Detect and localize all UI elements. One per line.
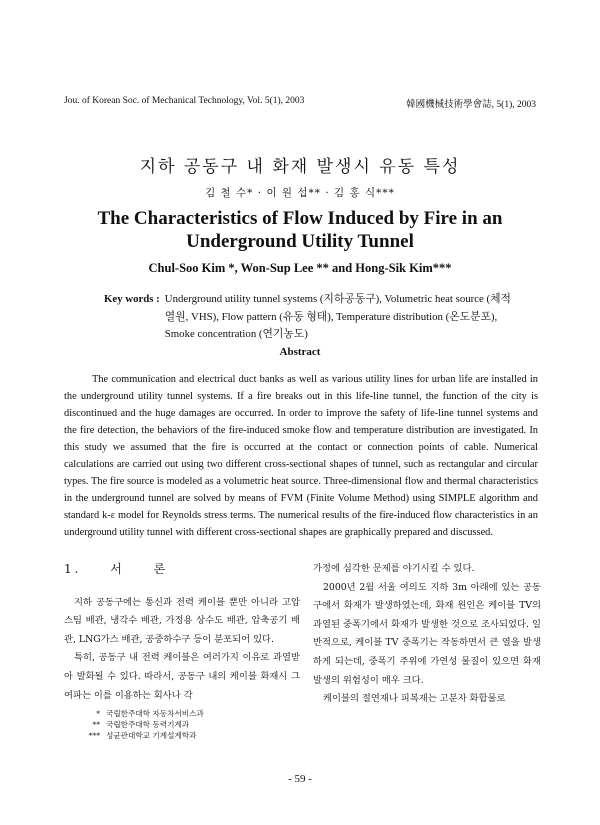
journal-name-ko: 韓國機械技術學會誌, 5(1), 2003	[406, 100, 536, 110]
intro-paragraph-1: 지하 공동구에는 통신과 전력 케이블 뿐만 아니라 고압 스팀 배관, 냉각수 배관, 가정용 상수도 배관, 압축공기 배관, LNG가스 배관, 공중하수구 등이 분포되어 있다.	[64, 596, 300, 645]
footnote	[78, 708, 204, 719]
right-column	[313, 560, 541, 709]
journal-name-en: Jou. of Korean Soc. of Mechanical Technology, Vol. 5(1), 2003	[64, 96, 305, 106]
intro-paragraph-2-continued: 가정에 심각한 문제를 야기시킬 수 있다.	[313, 563, 475, 574]
page-number: - 59 -	[288, 773, 312, 785]
keywords-label: Key words :	[104, 293, 160, 305]
footnote-mark: **	[92, 720, 100, 729]
section-heading-introduction: 1. 서 론	[64, 562, 169, 576]
footnote-mark: *	[96, 709, 100, 718]
left-column	[64, 560, 300, 705]
intro-paragraph-2: 특히, 공동구 내 전력 케이블은 여러가지 이유로 과열받아 발화될 수 있다. 따라서, 공동구 내의 케이블 화재시 그 여파는 이를 이용하는 회사나 각	[64, 652, 300, 701]
title-korean: 지하 공동구 내 화재 발생시 유동 특성	[139, 157, 461, 177]
footnote-text: 성균관대학교 기계설계학과	[106, 731, 197, 740]
footnote	[78, 719, 204, 730]
affiliation-footnotes	[78, 708, 204, 741]
keywords	[104, 291, 518, 344]
footnote-text: 국립한주대학 동력기계과	[106, 720, 190, 729]
authors-korean: 김 철 수* · 이 원 섭** · 김 홍 식***	[205, 187, 395, 199]
title-english: The Characteristics of Flow Induced by Fire in an Underground Utility Tunnel	[97, 208, 503, 252]
footnote	[78, 730, 204, 741]
intro-paragraph-3: 2000년 2월 서울 여의도 지하 3m 아래에 있는 공동구에서 화재가 발생하였는데, 화재 원인은 케이블 TV의 과열된 중폭기에서 화재가 발생한 것으로 조사되었다. 일반적으로, 케이블 TV 중폭기는 작동하면서 큰 열을 발생하게 되는데, 중폭기 주위에 가연성 물질이 있으면 화재 발생의 위험성이 매우 크다.	[313, 581, 541, 686]
abstract-heading: Abstract	[279, 346, 321, 358]
footnote-text: 국립한주대학 자동차서비스과	[106, 709, 204, 718]
intro-paragraph-4: 케이블의 절연재나 피복재는 고분자 화합물로	[323, 693, 506, 705]
footnote-mark: ***	[88, 731, 100, 740]
keywords-text: Underground utility tunnel systems (지하공동구), Volumetric heat source (체적 열원, VHS), Flow pattern (유동 형태), Temperature distribution (온도분포), Smoke concentration (연기농도)	[164, 293, 511, 340]
authors-english: Chul-Soo Kim *, Won-Sup Lee ** and Hong-Sik Kim***	[148, 261, 452, 275]
running-head	[64, 96, 536, 110]
abstract-body: The communication and electrical duct banks as well as various utility lines for urban life are installed in the underground utility tunnel systems. If a fire breaks out in this life-line tunnel, the function of the city is discontinued and the huge damages are occurred. In order to improve the safety of life-line tunnel systems and the fire detection, the behaviors of the fire-induced smoke flow and temperature distribution are investigated. In this study we assumed that the fire is occurred at the contact or connection points of cable. Numerical calculations are carried out using two different cross-sectional shapes of tunnel, such as rectangular and circular types. The fire source is modeled as a volumetric heat source. Three-dimensional flow and thermal characteristics in the underground tunnel are solved by means of FVM (Finite Volume Method) using SIMPLE algorithm and standard k-ε model for Reynolds stress terms. The numerical results of the fire-induced flow characteristics in an underground utility tunnel with different cross-sectional shapes are graphically prepared and discussed.	[64, 374, 538, 539]
